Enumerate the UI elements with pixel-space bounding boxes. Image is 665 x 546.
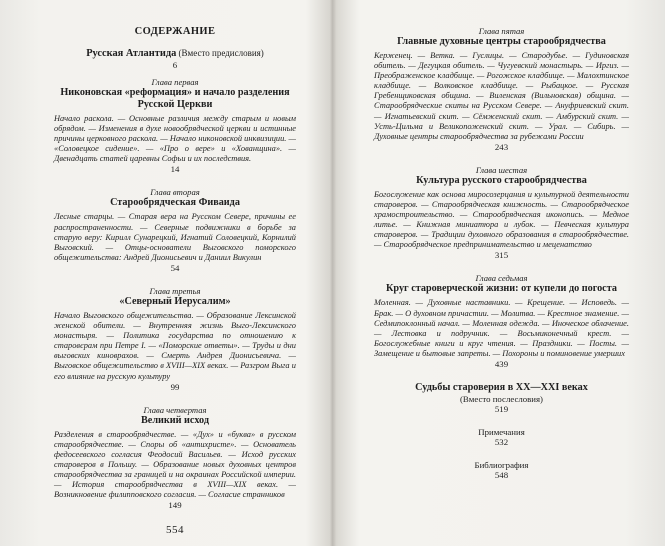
chapter-label: Глава третья [149, 285, 201, 296]
toc-entry-notes [374, 427, 629, 447]
chapter-label: Глава четвертая [143, 404, 207, 415]
intro-page: 6 [172, 60, 178, 70]
toc-entry-chapter-6 [374, 165, 629, 261]
toc-entry-chapter-1 [54, 77, 296, 174]
toc-entry-chapter-3 [54, 286, 296, 392]
toc-entry-chapter-5 [374, 26, 629, 152]
right-page [334, 0, 665, 546]
chapter-title: Старообрядческая Фиваида [110, 197, 240, 209]
page-number: 554 [166, 524, 184, 536]
bibliography-page: 548 [494, 469, 509, 480]
toc-entry-intro [54, 47, 296, 70]
chapter-title: Круг староверческой жизни: от купели до погоста [386, 283, 617, 295]
chapter-description: Начало Выговского общежительства. — Образование Лексинской женской обители. — Внутренняя жизнь Выго-Лексинского монастыря. — Политика государства по отношению к старовєрам при Петре I. — «Поморские ответы». — Труды и дни выговских киноврахов. — Смерть Андрея Дионисьевича. — Выговское общежительство в XVIII—XIX веках. — Разгром Выга и его влияние на русскую культуру [54, 310, 296, 381]
chapter-page: 149 [168, 500, 182, 511]
chapter-title: Главные духовные центры старообрядчества [397, 36, 606, 47]
chapter-label: Глава вторая [150, 187, 200, 198]
toc-entry-chapter-4 [54, 405, 296, 511]
chapter-label: Глава седьмая [475, 273, 528, 284]
chapter-label: Глава первая [151, 77, 199, 87]
chapter-title: Культура русского старообрядчества [416, 174, 587, 186]
chapter-page: 315 [494, 250, 509, 261]
intro-title: Русская Атлантида (Вместо предисловия) [86, 48, 264, 59]
toc-entry-chapter-2 [54, 187, 296, 272]
notes-page: 532 [494, 436, 509, 447]
chapter-description: Керженец. — Ветка. — Гуслицы. — Стародубье. — Гудиновская обитель. — Дегуцкая обитель. — Чугуевский монастырь. — Иргиз. — Преображенское кладбище. — Рогожское кладбище. — Малохтинское кладбище. — Волковское кладбище. — Рыбацкое. — Русская Гребенщиковская община. — Виленская (Вильновская) община. — Старообрядческие скиты на Русском Севере. — Ануфриевский скит. — Игнатьевский скит. — Сёмженский скит. — Амбурский скит. — Усть-Цильма и Великопоженский скит. — Урал. — Сибирь. — Духовные центры старообрядчества за рубежами России [374, 51, 629, 141]
chapter-title: «Северный Иерусалим» [119, 295, 231, 307]
bibliography-title: Библиография [474, 459, 529, 470]
chapter-description: Лесные старцы. — Старая вера на Русском Севере, причины ее распространенности. — Северные подвижники в борьбе за старую веру: Кирилл Сунарецкий, Игнатий Соловецкий, Корнилий Выговский. — Отцы-основатели Выговского поморского общежительства: Андрей Дионисьевич и Даниил Викулин [54, 212, 296, 262]
chapter-page: 439 [494, 358, 509, 369]
chapter-page: 14 [170, 164, 180, 175]
notes-title: Примечания [478, 426, 525, 437]
chapter-title: Великий исход [141, 414, 209, 426]
chapter-page: 54 [170, 262, 180, 273]
chapter-description: Богослужение как основа миросозерцания и культурной деятельности староверов. — Старообрядческая книжность. — Старообрядческое храмостроительство. — Старообрядческая иконопись. — Медное литье. — Книжная миниатюра и лубок. — Певческая культура староверов. — Традиции духовного образования в старообрядчестве. — Старообрядческое предпринимательство и меценатство [374, 189, 629, 250]
chapter-label: Глава пятая [478, 26, 525, 36]
chapter-label: Глава шестая [475, 164, 528, 175]
chapter-page: 243 [494, 141, 509, 152]
toc-heading: СОДЕРЖАНИЕ [134, 26, 216, 37]
chapter-description: Начало раскола. — Основные различия между старым и новым обрядом. — Изменения в духе новообрядческой церкви и истинные причины церковного раскола. — Начало никоновской инквизиции. — «Соловецкое сидение». — «Про о вере» и «Хованщина». — Двенадцать статей царевны Софьи и их последствия. [54, 114, 296, 164]
toc-entry-chapter-7 [374, 273, 629, 369]
chapter-description: Моленная. — Духовные наставники. — Крещение. — Исповедь. — Брак. — О духовном причастии. — Молитва. — Крестное знамение. — Седмипоклонный начал. — Моленная одежда. — Иноческое облачение. — Лестовка и подручник. — Восьмиконечный крест. — Богослужебные книги и круг чтения. — Праздники. — Посты. — Замещение и бытовые запреты. — Похороны и поминовение умерших [374, 298, 629, 358]
epilogue-page: 519 [494, 403, 509, 414]
chapter-title: Никоновская «реформация» и начало разделения [60, 87, 290, 98]
chapter-page: 99 [170, 381, 180, 392]
epilogue-title: Судьбы староверия в XX—XXI веках [415, 381, 588, 393]
toc-entry-bibliography [374, 460, 629, 480]
left-page [0, 0, 332, 546]
chapter-title-line2: Русской Церкви [137, 99, 213, 110]
intro-subtitle-inline: (Вместо предисловия) [176, 48, 264, 58]
toc-entry-epilogue [374, 382, 629, 414]
chapter-description: Разделения в старообрядчестве. — «Дух» и «буква» в русском старообрядчестве. — Споры об «антихристе». — Основатель федосеевского согласия Феодосий Васильев. — Исход русских староверов в Польшу. — Образование новых духовных центров старообрядчества за границей и на окраинах Российской империи. — История старообрядчества в XVIII—XIX веках. — Возникновение филипповского согласия. — Согласие странников [54, 429, 296, 500]
epilogue-subtitle: (Вместо послесловия) [460, 393, 543, 404]
